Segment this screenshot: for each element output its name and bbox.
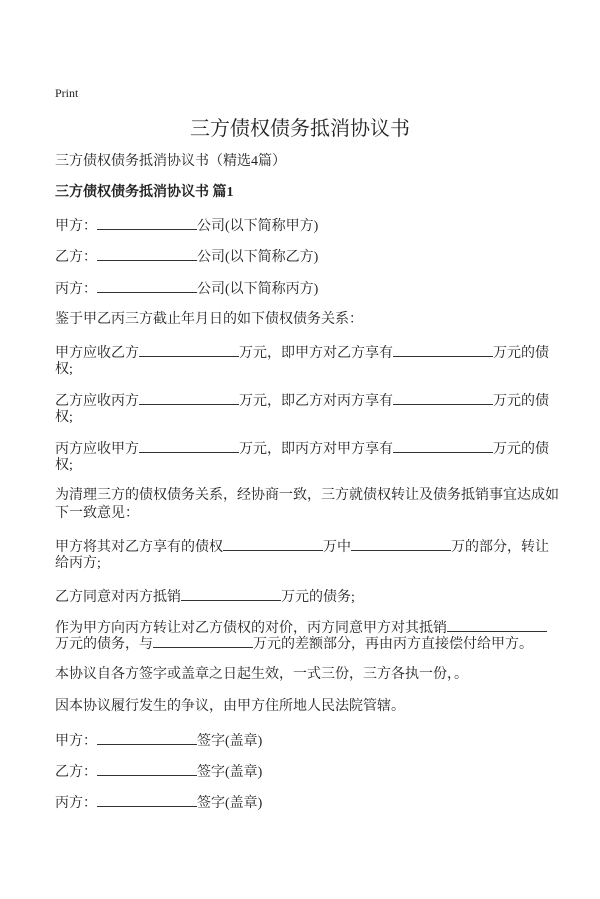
party-suffix: 公司(以下简称乙方) — [197, 250, 319, 265]
consensus-line-2: 下一致意见： — [55, 506, 139, 521]
claim-3-cont: 权; — [55, 458, 73, 473]
signature-suffix: 签字(盖章) — [197, 796, 263, 811]
text: 万元的债 — [493, 346, 549, 361]
text: 万元，即乙方对丙方享有 — [239, 394, 393, 409]
signature-line-c — [55, 793, 262, 813]
blank-field — [393, 343, 493, 357]
claim-2-cont: 权; — [55, 410, 73, 425]
text: 万元的债 — [493, 442, 549, 457]
signature-blank — [97, 762, 197, 776]
text: 甲方将其对乙方享有的债权 — [55, 540, 223, 555]
signature-suffix: 签字(盖章) — [197, 765, 263, 780]
claim-2 — [55, 391, 549, 411]
text: 万的部分，转让 — [451, 540, 549, 555]
blank-field — [181, 587, 281, 601]
text: 甲方应收乙方 — [55, 346, 139, 361]
signature-line-b — [55, 762, 262, 782]
transfer-cont: 给丙方; — [55, 556, 101, 571]
signature-line-a — [55, 731, 262, 751]
party-line-c — [55, 279, 318, 299]
party-label: 甲方： — [55, 219, 97, 234]
text: 万中 — [323, 540, 351, 555]
text: 万元的债务; — [281, 590, 355, 605]
consensus-line-1: 为清理三方的债权债务关系，经协商一致，三方就债权转让及债务抵销事宜达成如 — [55, 488, 559, 503]
document-title: 三方债权债务抵消协议书 — [190, 118, 410, 140]
party-label: 乙方： — [55, 250, 97, 265]
party-label: 丙方： — [55, 282, 97, 297]
text: 作为甲方向丙方转让对乙方债权的对价，丙方同意甲方对其抵销 — [55, 621, 447, 636]
print-label[interactable]: Print — [55, 86, 79, 100]
signature-label: 甲方： — [55, 734, 97, 749]
claim-1-cont: 权; — [55, 362, 73, 377]
blank-field — [351, 537, 451, 551]
text: 万元的差额部分，再由丙方直接偿付给甲方。 — [253, 637, 533, 652]
blank-field — [139, 391, 239, 405]
blank-field — [139, 343, 239, 357]
consideration-line-2 — [55, 634, 533, 654]
blank-field — [223, 537, 323, 551]
offset-line — [55, 587, 355, 607]
blank-field — [447, 618, 547, 632]
party-suffix: 公司(以下简称丙方) — [197, 282, 319, 297]
text: 丙方应收甲方 — [55, 442, 139, 457]
claim-3 — [55, 439, 549, 459]
signature-blank — [97, 731, 197, 745]
claim-1 — [55, 343, 549, 363]
transfer-line — [55, 537, 549, 557]
intro-paragraph: 鉴于甲乙丙三方截止年月日的如下债权债务关系： — [55, 312, 363, 327]
signature-suffix: 签字(盖章) — [197, 734, 263, 749]
blank-field — [153, 634, 253, 648]
blank-field — [97, 216, 197, 230]
blank-field — [393, 439, 493, 453]
text: 万元的债 — [493, 394, 549, 409]
blank-field — [139, 439, 239, 453]
text: 万元，即甲方对乙方享有 — [239, 346, 393, 361]
signature-blank — [97, 793, 197, 807]
jurisdiction-clause: 因本协议履行发生的争议，由甲方住所地人民法院管辖。 — [55, 699, 405, 714]
section-heading: 三方债权债务抵消协议书 篇1 — [55, 185, 234, 200]
text: 万元，即丙方对甲方享有 — [239, 442, 393, 457]
blank-field — [97, 279, 197, 293]
blank-field — [97, 247, 197, 261]
party-line-a — [55, 216, 318, 236]
effective-clause: 本协议自各方签字或盖章之日起生效，一式三份，三方各执一份，。 — [55, 667, 468, 682]
text: 乙方同意对丙方抵销 — [55, 590, 181, 605]
party-line-b — [55, 247, 318, 267]
document-subtitle: 三方债权债务抵消协议书（精选4篇） — [55, 154, 286, 169]
signature-label: 丙方： — [55, 796, 97, 811]
blank-field — [393, 391, 493, 405]
text: 乙方应收丙方 — [55, 394, 139, 409]
signature-label: 乙方： — [55, 765, 97, 780]
party-suffix: 公司(以下简称甲方) — [197, 219, 319, 234]
text: 万元的债务，与 — [55, 637, 153, 652]
